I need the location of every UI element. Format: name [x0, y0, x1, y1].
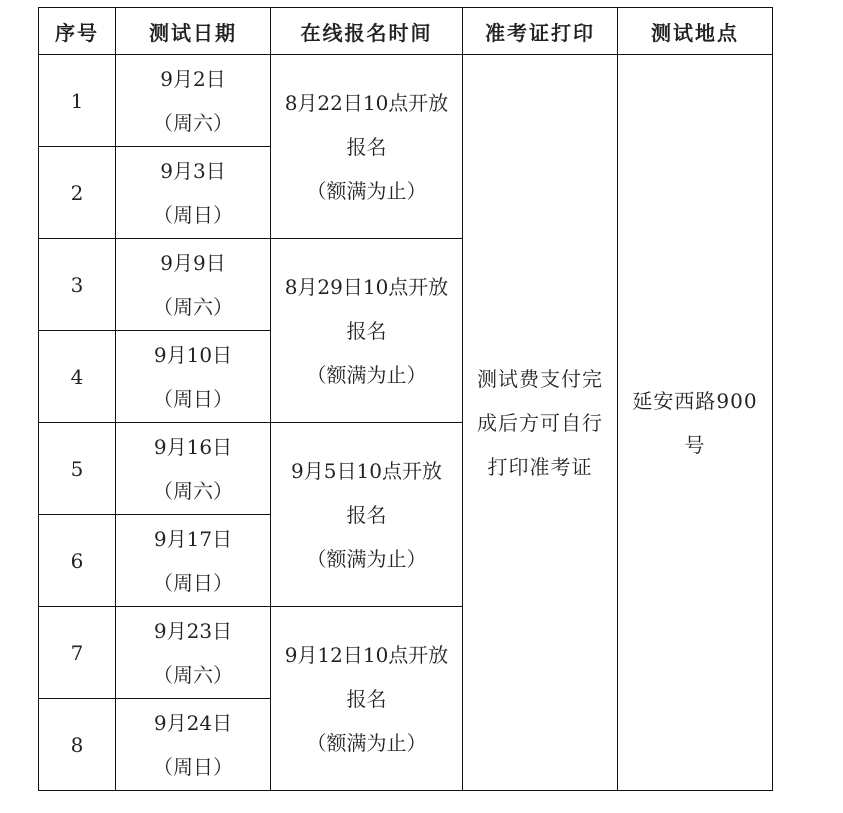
test-weekday: （周六） [153, 478, 233, 503]
header-test-location: 测试地点 [618, 8, 773, 55]
registration-action: 报名 [346, 134, 387, 159]
registration-action: 报名 [346, 686, 387, 711]
row-number: 1 [39, 55, 116, 147]
test-weekday: （周六） [153, 110, 233, 135]
test-weekday: （周六） [153, 294, 233, 319]
registration-note: （额满为止） [306, 546, 427, 571]
registration-note: （额满为止） [306, 178, 427, 203]
test-date: 9月3日 [160, 158, 226, 183]
test-date: 9月16日 [153, 434, 233, 459]
test-location: 延安西路900号 [632, 388, 758, 457]
header-admission-print: 准考证打印 [463, 8, 618, 55]
test-date: 9月10日 [153, 342, 233, 367]
table-header-row [39, 8, 773, 55]
table-row [39, 55, 773, 147]
header-serial-number: 序号 [39, 8, 116, 55]
test-schedule-table [38, 7, 773, 791]
header-registration-time: 在线报名时间 [271, 8, 463, 55]
test-date: 9月24日 [153, 710, 233, 735]
test-date-cell [116, 55, 271, 147]
registration-open-time: 8月22日10点开放 [284, 90, 449, 115]
test-date: 9月23日 [153, 618, 233, 643]
registration-open-time: 9月12日10点开放 [284, 642, 449, 667]
test-date-cell [116, 607, 271, 699]
test-date: 9月2日 [160, 66, 226, 91]
registration-note: （额满为止） [306, 730, 427, 755]
registration-open-time: 8月29日10点开放 [284, 274, 449, 299]
test-weekday: （周六） [153, 662, 233, 687]
registration-open-time: 9月5日10点开放 [291, 458, 442, 483]
row-number: 7 [39, 607, 116, 699]
registration-time-cell [271, 423, 463, 607]
test-date-cell [116, 423, 271, 515]
row-number: 6 [39, 515, 116, 607]
row-number: 2 [39, 147, 116, 239]
registration-action: 报名 [346, 318, 387, 343]
test-date-cell [116, 239, 271, 331]
test-date-cell [116, 147, 271, 239]
header-test-date: 测试日期 [116, 8, 271, 55]
registration-action: 报名 [346, 502, 387, 527]
test-weekday: （周日） [153, 202, 233, 227]
test-date-cell [116, 331, 271, 423]
admission-print-note: 测试费支付完成后方可自行打印准考证 [477, 366, 603, 479]
test-date-cell [116, 515, 271, 607]
test-weekday: （周日） [153, 386, 233, 411]
row-number: 4 [39, 331, 116, 423]
registration-time-cell [271, 55, 463, 239]
test-date: 9月17日 [153, 526, 233, 551]
admission-print-cell [463, 55, 618, 791]
test-location-cell [618, 55, 773, 791]
row-number: 5 [39, 423, 116, 515]
registration-time-cell [271, 239, 463, 423]
registration-time-cell [271, 607, 463, 791]
test-weekday: （周日） [153, 754, 233, 779]
registration-note: （额满为止） [306, 362, 427, 387]
test-date-cell [116, 699, 271, 791]
test-date: 9月9日 [160, 250, 226, 275]
row-number: 8 [39, 699, 116, 791]
row-number: 3 [39, 239, 116, 331]
test-weekday: （周日） [153, 570, 233, 595]
